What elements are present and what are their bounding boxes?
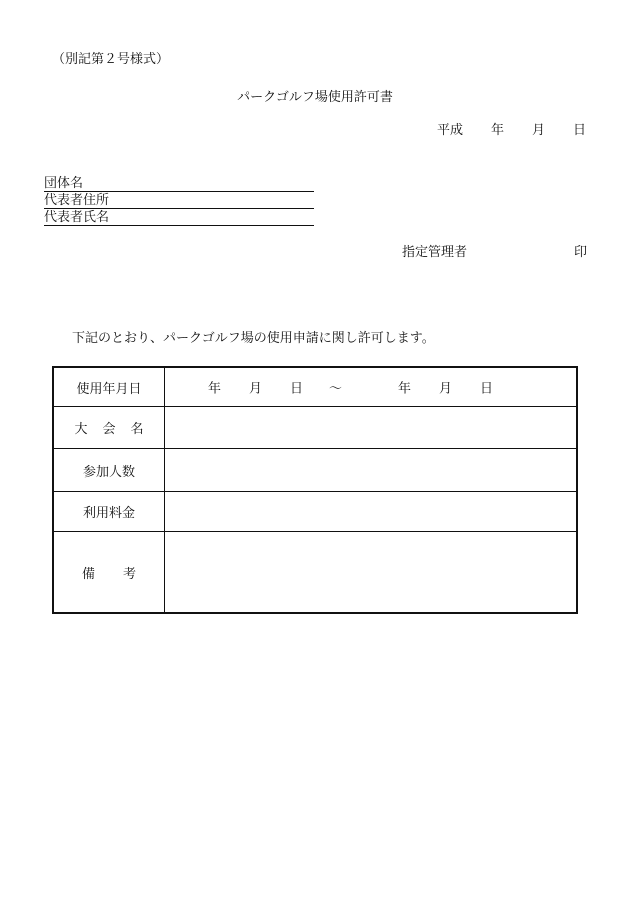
- table-row-event-name: [54, 407, 576, 449]
- event-name-value-cell[interactable]: [165, 407, 576, 448]
- usage-date-value-cell[interactable]: [165, 368, 576, 406]
- event-name-label: 大会名: [74, 422, 159, 437]
- designated-manager-label: 指定管理者: [402, 245, 468, 260]
- end-year-unit: 年: [398, 381, 412, 397]
- remarks-value-cell[interactable]: [165, 532, 576, 612]
- table-row-participants: [54, 449, 576, 492]
- remarks-label: 備考: [81, 566, 164, 582]
- usage-fee-value-cell[interactable]: [165, 492, 576, 531]
- usage-date-label: 使用年月日: [76, 381, 142, 397]
- form-number-label: （別記第２号様式）: [52, 52, 170, 67]
- participants-label-cell: [54, 449, 165, 491]
- date-era: 平成: [436, 123, 463, 138]
- usage-date-label-cell: [54, 368, 165, 406]
- start-year-unit: 年: [208, 381, 222, 397]
- representative-address-field[interactable]: [44, 193, 314, 209]
- date-year-unit: 年: [490, 123, 504, 138]
- organization-name-label: 団体名: [44, 176, 84, 191]
- start-month-unit: 月: [249, 381, 263, 397]
- document-title: パークゴルフ場使用許可書: [237, 90, 393, 105]
- representative-name-field[interactable]: [44, 210, 314, 226]
- date-range-separator: ～: [329, 381, 343, 397]
- remarks-label-cell: [54, 532, 165, 612]
- permit-details-table: [52, 366, 578, 614]
- usage-fee-label: 利用料金: [82, 506, 135, 521]
- event-name-label-cell: [54, 407, 165, 448]
- organization-name-field[interactable]: [44, 176, 314, 192]
- table-row-usage-date: [54, 368, 576, 407]
- date-month-unit: 月: [531, 123, 545, 138]
- seal-mark: 印: [574, 245, 588, 260]
- issue-date: [437, 124, 586, 137]
- participants-label: 参加人数: [82, 464, 135, 480]
- usage-fee-label-cell: [54, 492, 165, 531]
- end-day-unit: 日: [480, 381, 494, 397]
- usage-date-range: [165, 368, 576, 406]
- table-row-remarks: [54, 532, 576, 612]
- participants-value-cell[interactable]: [165, 449, 576, 491]
- representative-address-label: 代表者住所: [44, 193, 110, 208]
- representative-name-label: 代表者氏名: [44, 210, 110, 225]
- start-day-unit: 日: [290, 381, 304, 397]
- date-day-unit: 日: [572, 123, 586, 138]
- end-month-unit: 月: [439, 381, 453, 397]
- permission-statement: 下記のとおり、パークゴルフ場の使用申請に関し許可します。: [72, 331, 435, 346]
- table-row-usage-fee: [54, 492, 576, 532]
